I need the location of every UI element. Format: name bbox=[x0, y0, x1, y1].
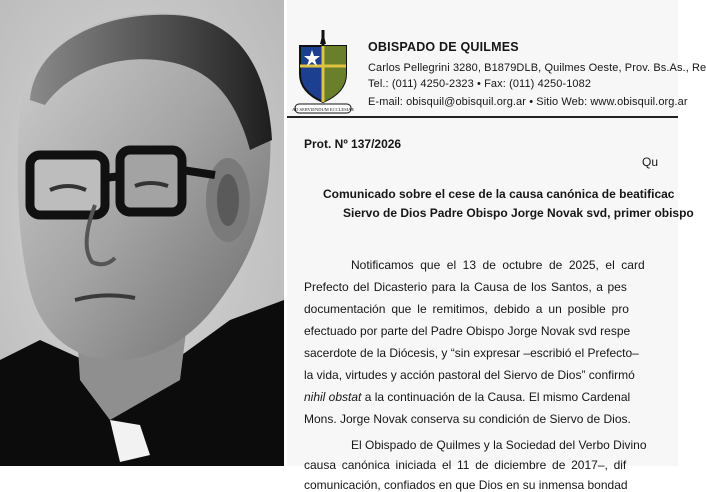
paragraph-1-line-7-rest: a la continuación de la Causa. El mismo Cardenal bbox=[361, 390, 631, 404]
paragraph-1-line-6: la vida, virtudes y acción pastoral del Siervo de Dios” confirmó bbox=[304, 368, 635, 382]
paragraph-1-line-3: documentación que le remitimos, debido a un posible pro bbox=[304, 302, 629, 316]
paragraph-1-line-7 bbox=[304, 390, 630, 404]
paragraph-1-line-2: Prefecto del Dicasterio para la Causa de los Santos, a pes bbox=[304, 280, 627, 294]
org-phone: Tel.: (011) 4250-2323 • Fax: (011) 4250-1082 bbox=[368, 78, 592, 90]
portrait-illustration bbox=[0, 0, 284, 466]
paragraph-1-line-5: sacerdote de la Diócesis, y “sin expresar –escribió el Prefecto– bbox=[304, 346, 639, 360]
document-title-line-2: Siervo de Dios Padre Obispo Jorge Novak svd, primer obispo bbox=[343, 206, 694, 220]
paragraph-2-line-3: comunicación, confiados en que Dios en su inmensa bondad bbox=[304, 478, 628, 492]
org-contact: E-mail: obisquil@obisquil.org.ar • Sitio Web: www.obisquil.org.ar bbox=[368, 96, 688, 108]
protocol-number: Prot. Nº 137/2026 bbox=[304, 137, 402, 151]
paragraph-2-line-2: causa canónica iniciada el 11 de diciembre de 2017–, dif bbox=[304, 458, 627, 472]
paragraph-2-line-1: El Obispado de Quilmes y la Sociedad del Verbo Divino bbox=[351, 438, 647, 452]
communique-document bbox=[287, 0, 706, 492]
nihil-obstat-term: nihil obstat bbox=[304, 390, 362, 404]
header-rule bbox=[287, 116, 678, 118]
portrait-photo bbox=[0, 0, 284, 466]
paragraph-1-line-8: Mons. Jorge Novak conserva su condición de Siervo de Dios. bbox=[304, 412, 631, 426]
org-name: OBISPADO DE QUILMES bbox=[368, 40, 519, 54]
logo-motto: AD SERVIENDUM ECCLESIAE bbox=[291, 107, 355, 112]
document-title-line-1: Comunicado sobre el cese de la causa canónica de beatificac bbox=[323, 187, 675, 201]
diocese-coat-of-arms bbox=[292, 30, 354, 118]
paragraph-1-line-4: efectuado por parte del Padre Obispo Jorge Novak svd respe bbox=[304, 324, 631, 338]
date-line: Qu bbox=[642, 155, 659, 169]
org-address: Carlos Pellegrini 3280, B1879DLB, Quilmes Oeste, Prov. Bs.As., Re bbox=[368, 62, 706, 74]
paragraph-1-line-1: Notificamos que el 13 de octubre de 2025, el card bbox=[351, 258, 645, 272]
